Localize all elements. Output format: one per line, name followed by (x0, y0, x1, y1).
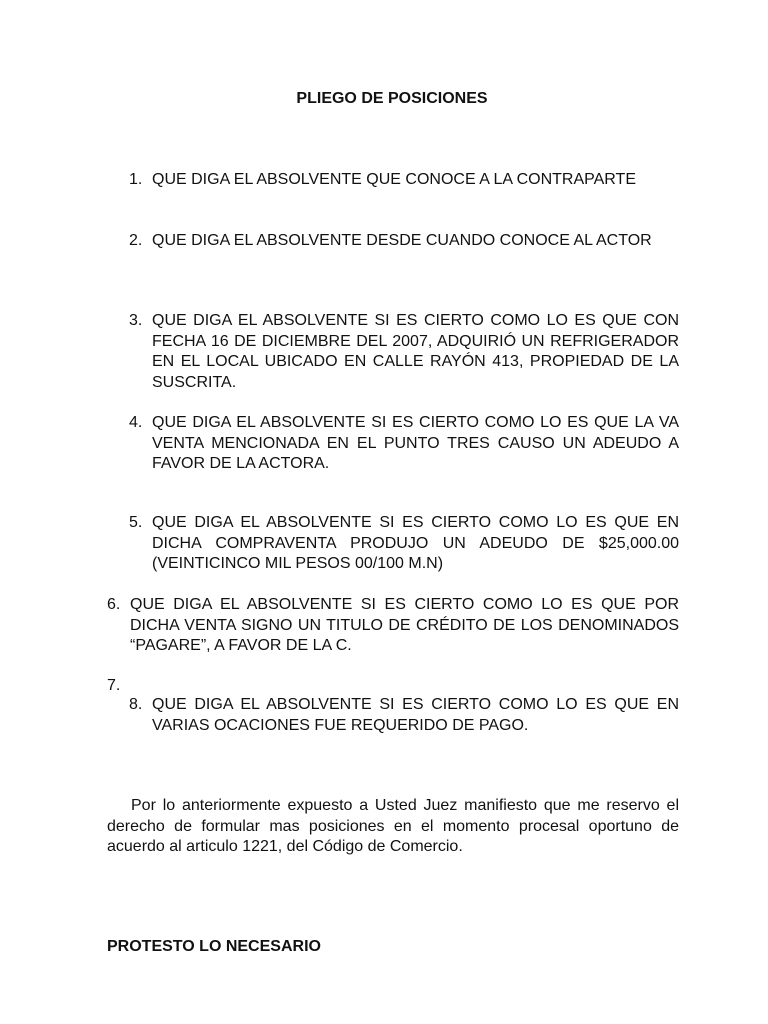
document-title: PLIEGO DE POSICIONES (296, 90, 488, 107)
list-item-text: QUE DIGA EL ABSOLVENTE SI ES CIERTO COMO LO ES QUE POR DICHA VENTA SIGNO UN TITULO DE CRÉDITO DE LOS DENOMINADOS “PAGARE”, A FAVOR DE LA C. (130, 596, 679, 654)
list-item (129, 695, 679, 736)
list-item-text: QUE DIGA EL ABSOLVENTE SI ES CIERTO COMO LO ES QUE CON FECHA 16 DE DICIEMBRE DEL 2007, ADQUIRIÓ UN REFRIGERADOR EN EL LOCAL UBICADO EN CALLE RAYÓN 413, PROPIEDAD DE LA SUSCRITA. (152, 312, 679, 391)
signoff-heading: PROTESTO LO NECESARIO (107, 938, 321, 955)
list-item-text: QUE DIGA EL ABSOLVENTE SI ES CIERTO COMO LO ES QUE LA VA VENTA MENCIONADA EN EL PUNTO TRES CAUSO UN ADEUDO A FAVOR DE LA ACTORA. (152, 414, 679, 472)
list-item (129, 231, 679, 252)
list-item (129, 513, 679, 575)
list-item-text: QUE DIGA EL ABSOLVENTE QUE CONOCE A LA CONTRAPARTE (152, 171, 636, 188)
list-item-number: 5. (129, 514, 143, 531)
list-item-number: 8. (129, 696, 143, 713)
list-item (129, 413, 679, 475)
list-item-number: 4. (129, 414, 143, 431)
list-item (129, 311, 679, 393)
list-item-number: 2. (129, 232, 143, 249)
list-item (129, 170, 679, 191)
list-item (107, 595, 679, 657)
list-item-number: 3. (129, 312, 143, 329)
list-item-number: 7. (107, 677, 121, 694)
list-item-text: QUE DIGA EL ABSOLVENTE DESDE CUANDO CONOCE AL ACTOR (152, 232, 652, 249)
closing-paragraph: Por lo anteriormente expuesto a Usted Juez manifiesto que me reservo el derecho de formular mas posiciones en el momento procesal oportuno de acuerdo al articulo 1221, del Código de Comercio. (107, 797, 679, 855)
list-item-text: QUE DIGA EL ABSOLVENTE SI ES CIERTO COMO LO ES QUE EN DICHA COMPRAVENTA PRODUJO UN ADEUDO DE $25,000.00 (VEINTICINCO MIL PESOS 00/100 M.N) (152, 514, 679, 572)
list-item-number: 1. (129, 171, 143, 188)
list-item-text: QUE DIGA EL ABSOLVENTE SI ES CIERTO COMO LO ES QUE EN VARIAS OCACIONES FUE REQUERIDO DE PAGO. (152, 696, 679, 734)
list-item-number: 6. (107, 596, 121, 613)
